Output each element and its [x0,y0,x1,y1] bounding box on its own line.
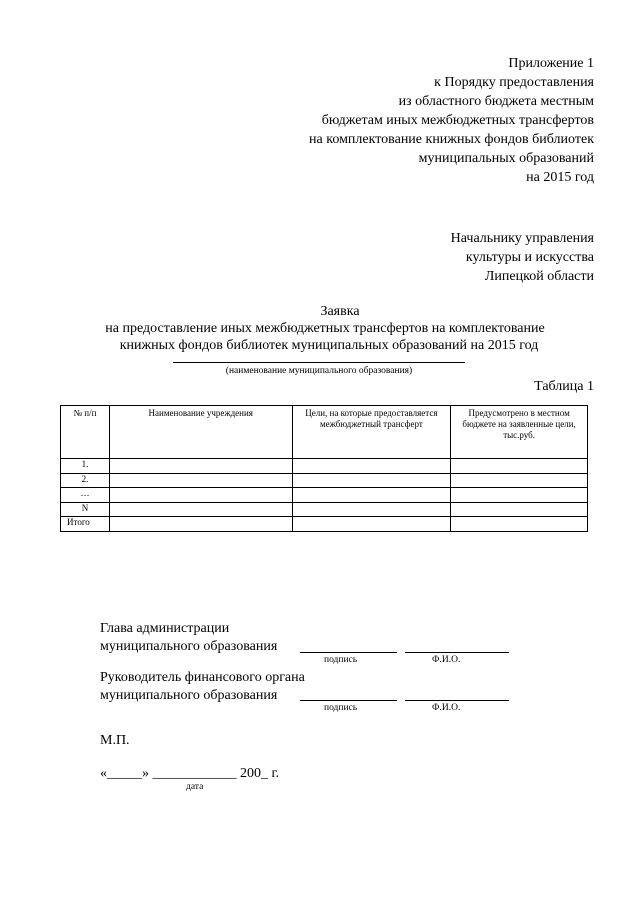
column-header-purpose: Цели, на которые предоставляется межбюджетный трансферт [292,406,451,459]
column-header-budget: Предусмотрено в местном бюджете на заявленные цели, тыс.руб. [451,406,588,459]
institution-cell[interactable] [109,517,292,532]
appendix-line: на 2015 год [526,170,594,185]
head-name-caption: Ф.И.О. [432,655,461,665]
addressee-line: культуры и искусства [465,250,594,265]
appendix-block [214,54,594,187]
finance-name-line[interactable] [405,700,509,701]
finance-signature-caption: подпись [324,703,358,713]
table-row [61,473,588,488]
finance-title-line2: муниципального образования [100,688,278,703]
purpose-cell[interactable] [292,502,451,517]
document-title [0,303,640,354]
appendix-line: на комплектование книжных фондов библиотек [309,132,594,147]
head-name-line[interactable] [405,652,509,653]
appendix-line: к Порядку предоставления [434,75,594,90]
stamp-label: М.П. [100,733,130,748]
row-number: 2. [61,473,110,488]
column-header-institution: Наименование учреждения [109,406,292,459]
finance-name-caption: Ф.И.О. [432,703,461,713]
appendix-line: Приложение 1 [508,56,594,71]
row-number: 1. [61,459,110,474]
appendix-line: из областного бюджета местным [398,94,594,109]
municipality-name-line[interactable] [173,362,465,363]
institution-cell[interactable] [109,488,292,503]
finance-title-line1: Руководитель финансового органа [100,670,305,685]
head-title-line2: муниципального образования [100,639,278,654]
budget-cell[interactable] [451,459,588,474]
table-row [61,459,588,474]
institution-cell[interactable] [109,459,292,474]
head-signature-line[interactable] [300,652,397,653]
date-field[interactable]: «_____» ____________ 200_ г. [100,766,280,781]
purpose-cell[interactable] [292,459,451,474]
institution-cell[interactable] [109,502,292,517]
appendix-line: бюджетам иных межбюджетных трансфертов [321,113,594,128]
table-header-row [61,406,588,459]
finance-signature-line[interactable] [300,700,397,701]
addressee-block [451,229,594,286]
row-number: N [61,502,110,517]
appendix-line: муниципальных образований [418,151,594,166]
head-title-line1: Глава администрации [100,621,230,636]
table-row-total [61,517,588,532]
table-row [61,502,588,517]
purpose-cell[interactable] [292,473,451,488]
table-row [61,488,588,503]
purpose-cell[interactable] [292,488,451,503]
purpose-cell[interactable] [292,517,451,532]
row-number: … [61,488,110,503]
date-caption: дата [186,782,204,792]
municipality-caption: (наименование муниципального образования) [225,366,413,376]
total-label: Итого [61,517,110,532]
budget-cell[interactable] [451,502,588,517]
head-signature-caption: подпись [324,655,358,665]
budget-cell[interactable] [451,473,588,488]
budget-cell[interactable] [451,488,588,503]
addressee-line: Начальнику управления [450,231,594,246]
addressee-line: Липецкой области [484,269,594,284]
request-table [60,405,588,532]
column-header-number: № п/п [61,406,110,459]
table-label: Таблица 1 [534,379,594,394]
title-line: на предоставление иных межбюджетных трансфертов на комплектование [105,321,545,336]
budget-cell[interactable] [451,517,588,532]
institution-cell[interactable] [109,473,292,488]
title-word: Заявка [320,304,360,319]
title-line: книжных фондов библиотек муниципальных образований на 2015 год [119,338,539,353]
